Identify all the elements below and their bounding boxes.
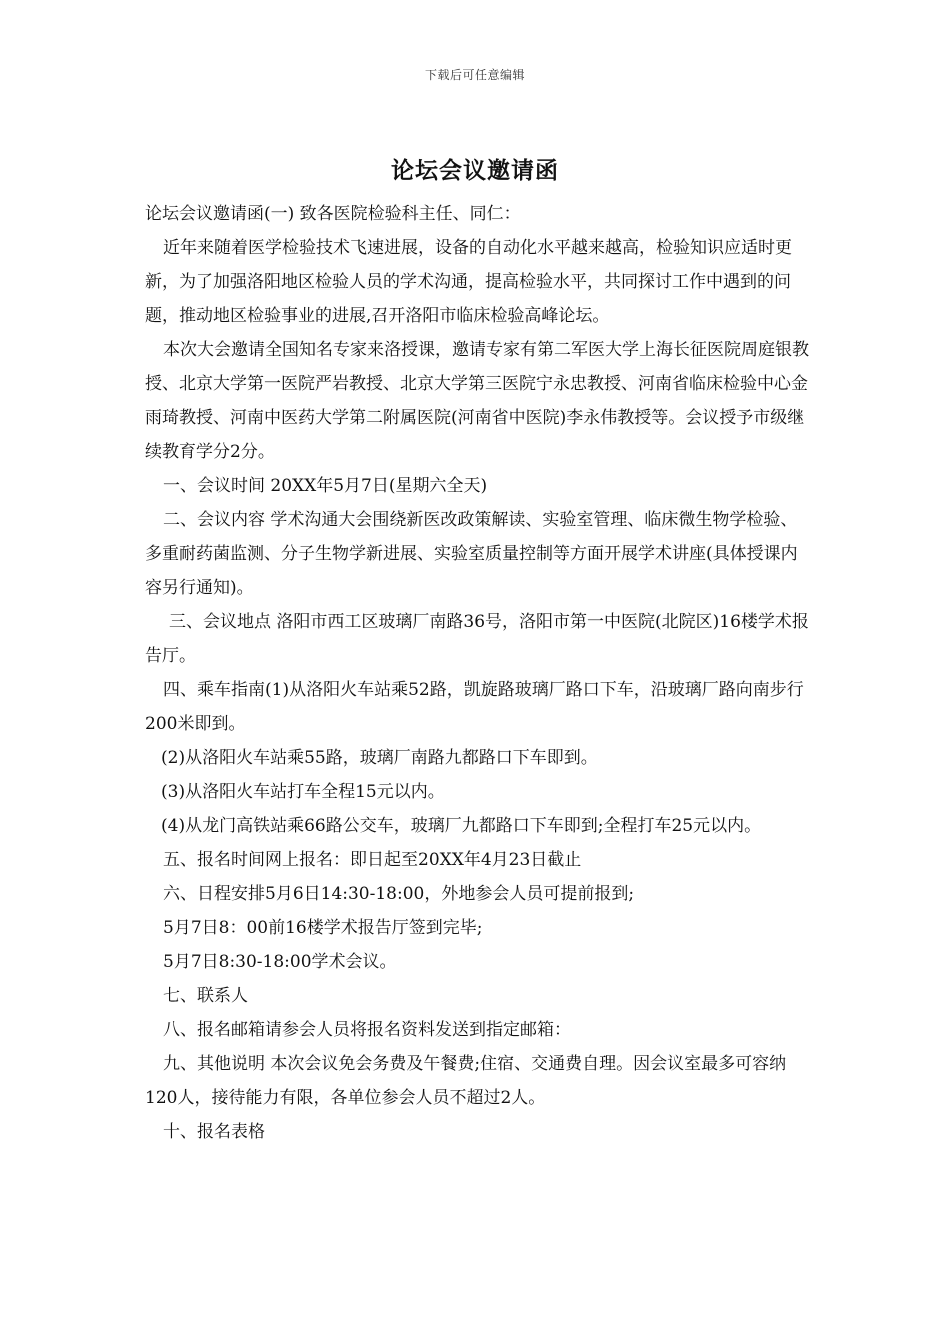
transport-option-2: (2)从洛阳火车站乘55路，玻璃厂南路九都路口下车即到。 <box>161 748 598 768</box>
meeting-content-paragraph: 二、会议内容 学术沟通大会围绕新医改政策解读、实验室管理、临床微生物学检验、多重耐药菌监测、分子生物学新进展、实验室质量控制等方面开展学术讲座(具体授课内容另行通知)。 <box>145 510 798 598</box>
experts-paragraph: 本次大会邀请全国知名专家来洛授课，邀请专家有第二军医大学上海长征医院周庭银教授、北京大学第一医院严岩教授、北京大学第三医院宁永忠教授、河南省临床检验中心金雨琦教授、河南中医药大学第二附属医院(河南省中医院)李永伟教授等。会议授予市级继续教育学分2分。 <box>145 340 809 462</box>
meeting-time-paragraph: 一、会议时间 20XX年5月7日(星期六全天) <box>163 476 488 496</box>
intro-paragraph: 近年来随着医学检验技术飞速进展，设备的自动化水平越来越高，检验知识应适时更新，为了加强洛阳地区检验人员的学术沟通，提高检验水平，共同探讨工作中遇到的问题，推动地区检验事业的进展,召开洛阳市临床检验高峰论坛。 <box>145 238 792 326</box>
contact-paragraph: 七、联系人 <box>163 986 248 1006</box>
transport-option-3: (3)从洛阳火车站打车全程15元以内。 <box>161 782 445 802</box>
schedule-meeting-line: 5月7日8:30-18:00学术会议。 <box>163 952 397 972</box>
schedule-signin-line: 5月7日8：00前16楼学术报告厅签到完毕; <box>163 918 483 938</box>
schedule-paragraph: 六、日程安排5月6日14:30-18:00，外地参会人员可提前报到; <box>163 884 635 904</box>
registration-time-paragraph: 五、报名时间网上报名：即日起至20XX年4月23日截止 <box>163 850 582 870</box>
document-title: 论坛会议邀请函 <box>391 157 559 184</box>
transport-option-4: (4)从龙门高铁站乘66路公交车，玻璃厂九都路口下车即到;全程打车25元以内。 <box>161 816 762 836</box>
registration-form-paragraph: 十、报名表格 <box>163 1122 265 1142</box>
transport-guide-paragraph: 四、乘车指南(1)从洛阳火车站乘52路，凯旋路玻璃厂路口下车，沿玻璃厂路向南步行200米即到。 <box>145 680 804 734</box>
other-notes-paragraph: 九、其他说明 本次会议免会务费及午餐费;住宿、交通费自理。因会议室最多可容纳120人，接待能力有限，各单位参会人员不超过2人。 <box>145 1054 787 1108</box>
document-body <box>145 197 810 1149</box>
header-note: 下载后可任意编辑 <box>424 68 525 82</box>
salutation-paragraph: 论坛会议邀请函(一) 致各医院检验科主任、同仁： <box>145 204 521 224</box>
meeting-location-paragraph: 三、会议地点 洛阳市西工区玻璃厂南路36号，洛阳市第一中医院(北院区)16楼学术报告厅。 <box>145 612 809 666</box>
registration-email-paragraph: 八、报名邮箱请参会人员将报名资料发送到指定邮箱： <box>163 1020 571 1040</box>
